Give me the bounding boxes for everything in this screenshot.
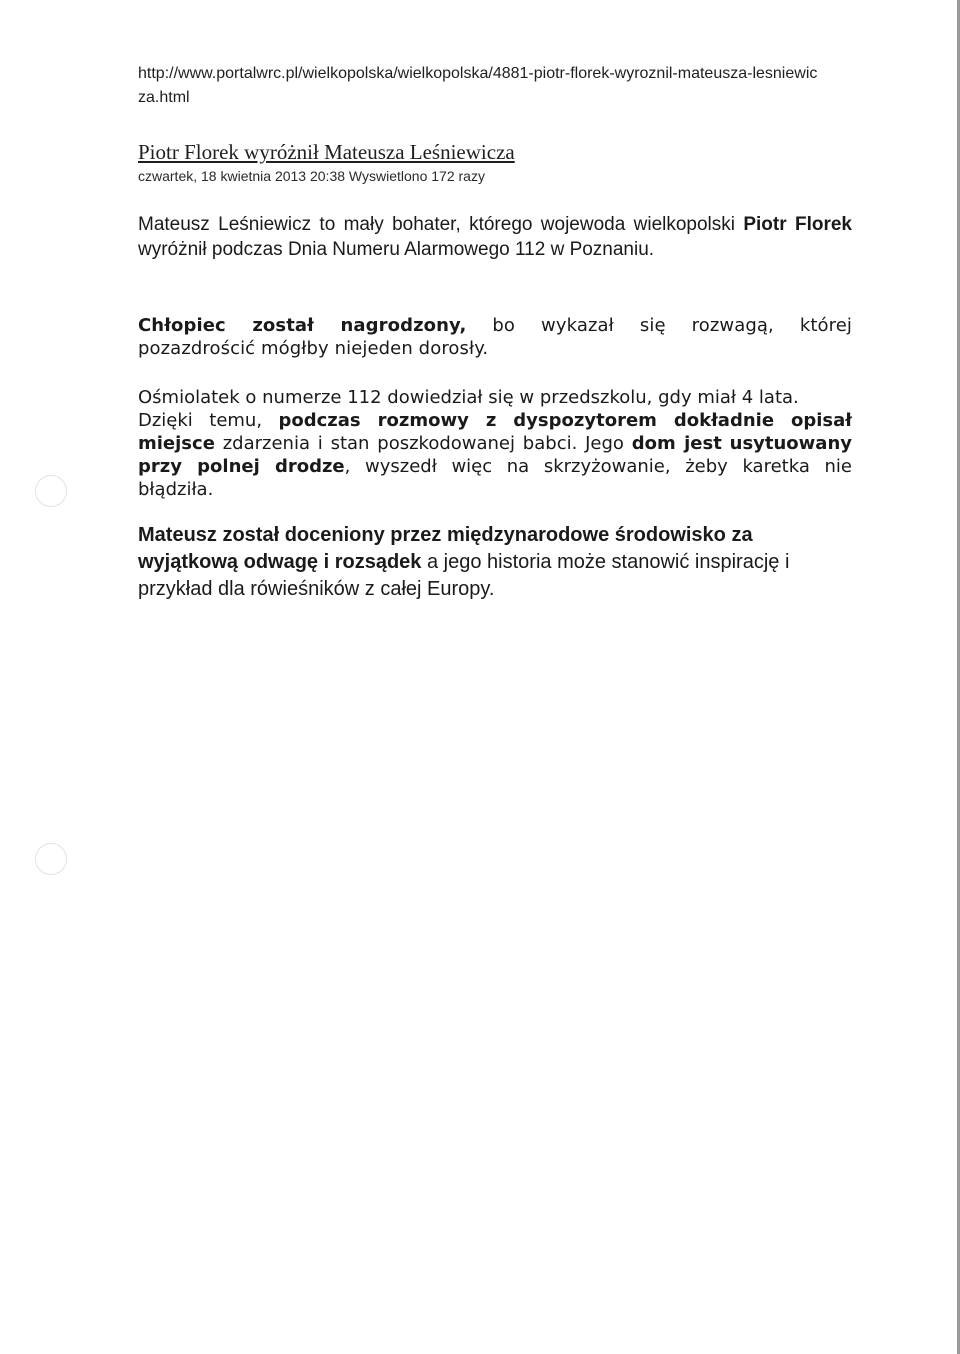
story-bold-4: usytuowany przy polnej drodze <box>138 433 852 477</box>
story-bold-2: miejsce <box>138 433 215 454</box>
paragraph-story <box>138 386 852 501</box>
intro-bold-name: Piotr Florek <box>743 214 852 235</box>
story-text-4: karetka nie błądziła. <box>138 456 852 500</box>
story-text-3: , wyszedł więc na skrzyżowanie, żeby <box>344 456 728 477</box>
paragraph-reward-line <box>138 314 852 337</box>
story-bold-1: podczas rozmowy z dyspozytorem dokładnie opisał <box>278 410 852 431</box>
story-bold-3: dom jest <box>631 433 722 454</box>
paragraph-recognition <box>138 522 852 603</box>
punch-hole <box>35 843 67 875</box>
story-text-2: zdarzenia i stan poszkodowanej babci. Jego <box>214 433 632 454</box>
reward-text: bo wykazał się rozwagą, której <box>466 315 852 336</box>
recognition-bold-2: wyjątkową odwagę i rozsądek <box>138 551 422 573</box>
article-meta: czwartek, 18 kwietnia 2013 20:38 Wyswietlono 172 razy <box>138 168 485 184</box>
source-url: http://www.portalwrc.pl/wielkopolska/wielkopolska/4881-piotr-florek-wyroznil-mateusza-lesniewicza.html <box>138 65 818 106</box>
reward-text-end: pozazdrościć mógłby niejeden dorosły. <box>138 338 489 359</box>
recognition-text-1: a jego historia może stanowić inspirację <box>421 551 780 573</box>
article-title: Piotr Florek wyróżnił Mateusza Leśniewicza <box>138 140 515 164</box>
story-text-1: Dzięki temu, <box>138 410 279 431</box>
reward-bold: Chłopiec został nagrodzony, <box>138 315 467 336</box>
punch-hole <box>35 475 67 507</box>
recognition-bold-1: Mateusz został doceniony przez międzynarodowe środowisko za <box>138 524 753 546</box>
intro-text: Mateusz Leśniewicz to mały bohater, którego wojewoda wielkopolski <box>138 214 744 235</box>
story-line-1: Ośmiolatek o numerze 112 dowiedział się w przedszkolu, gdy miał 4 lata. <box>138 387 799 408</box>
recognition-text-2: i przykład dla rówieśników z całej Europy. <box>138 551 790 600</box>
intro-text-end: wyróżnił podczas Dnia Numeru Alarmowego 112 w Poznaniu. <box>138 239 655 260</box>
paragraph-reward <box>138 314 852 360</box>
intro-paragraph <box>138 212 852 262</box>
